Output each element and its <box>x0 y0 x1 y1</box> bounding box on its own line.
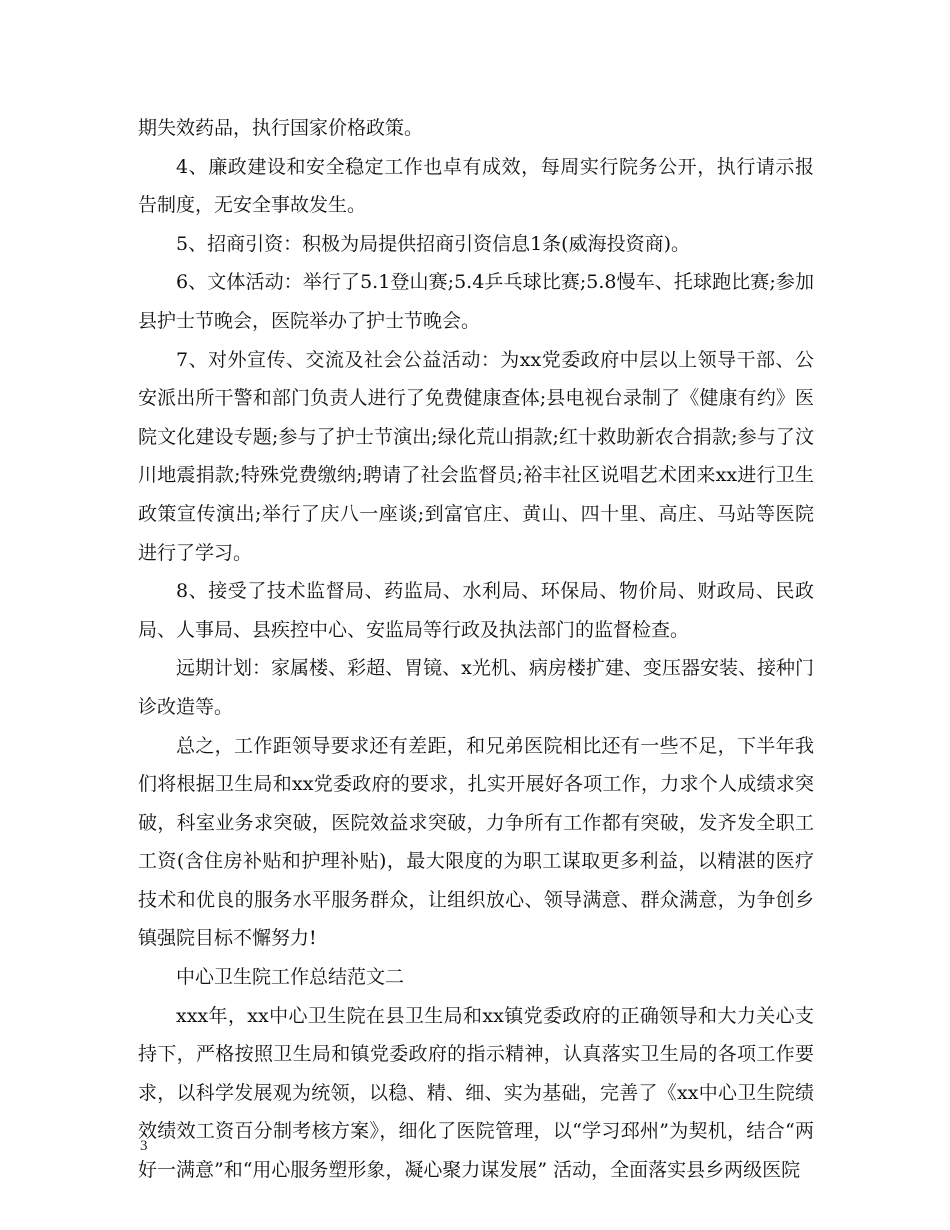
document-body <box>138 109 814 1190</box>
paragraph-item-8: 8、接受了技术监督局、药监局、水利局、环保局、物价局、财政局、民政局、人事局、县疾控中心、安监局等行政及执法部门的监督检查。 <box>138 580 814 641</box>
paragraph-section-two-intro: xxx年，xx中心卫生院在县卫生局和xx镇党委政府的正确领导和大力关心支持下，严格按照卫生局和镇党委政府的指示精神，认真落实卫生局的各项工作要求，以科学发展观为统领，以稳、精、细、实为基础，完善了《xx中心卫生院绩效绩效工资百分制考核方案》，细化了医院管理，以“学习邳州”为契机，结合“两好一满意”和“用心服务塑形象，凝心聚力谋发展” 活动，全面落实县乡两级医院 <box>138 1004 814 1182</box>
paragraph-continuation: 期失效药品，执行国家价格政策。 <box>138 117 424 139</box>
paragraph-conclusion: 总之，工作距领导要求还有差距，和兄弟医院相比还有一些不足，下半年我们将根据卫生局和xx党委政府的要求，扎实开展好各项工作，力求个人成绩求突破，科室业务求突破，医院效益求突破，力争所有工作都有突破，发齐发全职工工资(含住房补贴和护理补贴)，最大限度的为职工谋取更多利益，以精湛的医疗技术和优良的服务水平服务群众，让组织放心、领导满意、群众满意，为争创乡镇强院目标不懈努力! <box>138 734 814 950</box>
paragraph-item-5: 5、招商引资：积极为局提供招商引资信息1条(威海投资商)。 <box>176 232 691 255</box>
paragraph-item-4: 4、廉政建设和安全稳定工作也卓有成效，每周实行院务公开，执行请示报告制度，无安全事故发生。 <box>138 155 814 217</box>
section-heading: 中心卫生院工作总结范文二 <box>176 966 405 989</box>
paragraph-item-7: 7、对外宣传、交流及社会公益活动：为xx党委政府中层以上领导干部、公安派出所干警和部门负责人进行了免费健康查体;县电视台录制了《健康有约》医院文化建设专题;参与了护士节演出;绿化荒山捐款;红十救助新农合捐款;参与了汶川地震捐款;特殊党费缴纳;聘请了社会监督员;裕丰社区说唱艺术团来xx进行卫生政策宣传演出;举行了庆八一座谈;到富官庄、黄山、四十里、高庄、马站等医院进行了学习。 <box>138 348 814 564</box>
paragraph-item-6: 6、文体活动：举行了5.1登山赛;5.4乒乓球比赛;5.8慢车、托球跑比赛;参加县护士节晚会，医院举办了护士节晚会。 <box>138 271 814 332</box>
page-number: 3 <box>140 1138 148 1154</box>
paragraph-long-term-plan: 远期计划：家属楼、彩超、胃镜、x光机、病房楼扩建、变压器安装、接种门诊改造等。 <box>138 657 814 718</box>
